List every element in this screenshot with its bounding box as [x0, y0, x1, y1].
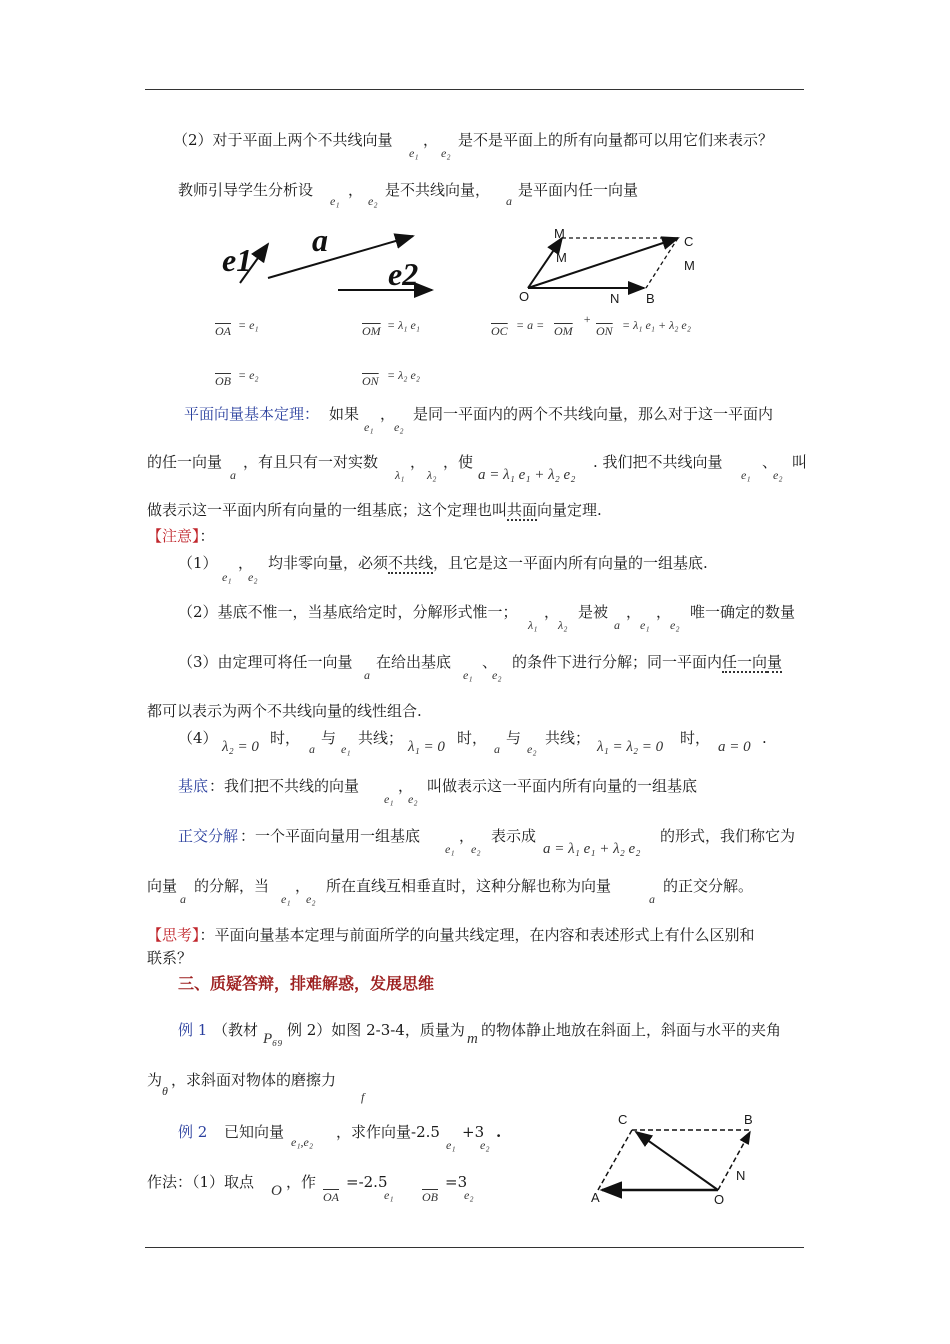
ex2-t2c: =-2.5	[346, 1173, 388, 1191]
note-3a: （3）由定理可将任一向量	[178, 653, 353, 671]
note-1: 均非零向量，必须不共线，且它是这一平面内所有向量的一组基底.	[268, 554, 708, 572]
fig2-m: M	[556, 250, 567, 265]
ortho-t2: 向量	[147, 877, 178, 895]
theta-sym: θ	[162, 1084, 168, 1098]
e1-sym: e₁	[445, 842, 455, 856]
vec-oc-rhs2: = λ₁ e₁ + λ₂ e₂	[622, 318, 691, 332]
f-sym: f	[361, 1090, 365, 1104]
fig2-c: C	[684, 234, 694, 249]
a-sym: a	[230, 468, 236, 482]
e2-sym: e₂	[464, 1188, 474, 1202]
e1-sym: e₁	[384, 1188, 394, 1202]
theorem-t3: 做表示这一平面内所有向量的一组基底；这个定理也叫共面向量定理.	[147, 501, 602, 519]
ortho-t2d: 所在直线互相垂直时，这种分解也称为向量	[326, 877, 612, 895]
comma: ，	[380, 405, 396, 423]
note-2c: 是被	[578, 603, 609, 621]
a-sym: a	[614, 618, 620, 632]
theorem-t1: 如果	[329, 405, 360, 423]
note-4-f3: λ₁ = λ₂ = 0	[597, 739, 664, 755]
fig1-a-label: a	[312, 222, 328, 258]
e1e2-sym: e₁,e₂	[291, 1135, 313, 1149]
note-4i: .	[762, 729, 767, 747]
basis-t1: ：我们把不共线的向量	[209, 777, 360, 795]
e1-sym: e₁	[463, 668, 473, 682]
note-1a: （1）	[178, 554, 218, 572]
basis-title: 基底	[178, 777, 209, 795]
teacher-line: 教师引导学生分析设	[178, 181, 314, 199]
vec-on: $\overline{ON}$	[362, 374, 379, 388]
comma: ，	[423, 131, 439, 149]
note-4c: 与	[321, 729, 337, 747]
vec-om-rhs: = λ₁ e₁	[387, 318, 420, 332]
ex2-t1c: +3	[462, 1123, 485, 1141]
fig2-o: O	[519, 289, 530, 304]
note-4-f2: λ₁ = 0	[408, 739, 445, 755]
fig2-m2: M	[684, 258, 695, 273]
ca-dash	[598, 1130, 632, 1190]
e1-sym: e₁	[364, 420, 374, 434]
comma: ，	[238, 554, 254, 572]
note-3f: 都可以表示为两个不共线向量的线性组合.	[147, 702, 422, 720]
a-sym: a	[494, 742, 500, 756]
e2-sym: e₂	[368, 194, 378, 208]
comma: ，	[626, 603, 642, 621]
ortho-formula: a = λ₁ e₁ + λ₂ e₂	[543, 841, 641, 857]
note-4h: 时，	[680, 729, 711, 747]
p69-sym: P₆₉	[263, 1031, 283, 1047]
vec-ob-2: $\overline{OB}$	[422, 1190, 438, 1204]
o-sym: O	[271, 1183, 282, 1199]
e1-sym: e₁	[222, 570, 232, 584]
ortho-t1c: 表示成	[491, 827, 537, 845]
comma: ，	[348, 181, 364, 199]
e2-sym: e₂	[394, 420, 404, 434]
note-4e: 时，	[457, 729, 488, 747]
fig3-c: C	[618, 1112, 628, 1127]
note-3d: 的条件下进行分解；同一平面内任一向量	[512, 653, 783, 671]
ex1-t2b: ，求斜面对物体的磨擦力	[171, 1071, 337, 1089]
think-line-1: 【思考】：平面向量基本定理与前面所学的向量共线定理，在内容和表述形式上有什么区别和	[147, 926, 755, 944]
note-3b: 在给出基底	[376, 653, 452, 671]
vec-oc-plus: +	[583, 312, 592, 326]
fig3-o: O	[714, 1192, 725, 1207]
note-3c: 、	[482, 653, 498, 671]
fig1-e1-label: e1	[222, 242, 253, 278]
comma: ，	[295, 877, 311, 895]
question-2-rest: 是不是平面上的所有向量都可以用它们来表示？	[458, 131, 774, 149]
think-line-2: 联系？	[147, 949, 193, 967]
e2-sym: e₂	[248, 570, 258, 584]
ortho-title: 正交分解	[178, 827, 239, 845]
note-4b: 时，	[270, 729, 301, 747]
note-4-f4: a = 0	[718, 739, 751, 755]
e1-sym: e₁	[330, 194, 340, 208]
vec-om: $\overline{OM}$	[362, 324, 381, 338]
e2-sym: e₂	[773, 468, 783, 482]
note-4-f1: λ₂ = 0	[222, 739, 259, 755]
footer-rule	[145, 1247, 804, 1248]
e2-sym: e₂	[408, 792, 418, 806]
note-4d: 共线；	[358, 729, 404, 747]
comma: ，	[459, 827, 475, 845]
oc-arrow	[528, 238, 678, 288]
oc-arrow	[636, 1132, 718, 1190]
e2-sym: e₂	[670, 618, 680, 632]
vec-oa-rhs: = e₁	[238, 318, 259, 332]
comma: ，	[410, 453, 426, 471]
vec-oc-om: $\overline{OM}$	[554, 324, 573, 338]
note-2: （2）基底不惟一，当基底给定时，分解形式惟一；	[178, 603, 518, 621]
ortho-t1d: 的形式，我们称它为	[660, 827, 796, 845]
vec-oc: $\overline{OC}$	[491, 324, 508, 338]
ortho-t2e: 的正交分解。	[663, 877, 754, 895]
ex2-t1b: ，求作向量-2.5	[336, 1123, 440, 1141]
fig3-n: N	[736, 1168, 746, 1183]
ex1-t2: 为	[147, 1071, 163, 1089]
a-sym: a	[649, 892, 655, 906]
teacher-line-c: 是平面内任一向量	[518, 181, 639, 199]
vec-oc-on: $\overline{ON}$	[596, 324, 613, 338]
e1-sym: e₁	[384, 792, 394, 806]
comma: ，	[656, 603, 672, 621]
theorem-formula: a = λ₁ e₁ + λ₂ e₂	[478, 467, 576, 483]
fig3-b: B	[744, 1112, 753, 1127]
e1-sym: e₁	[341, 742, 351, 756]
e1-sym: e₁	[741, 468, 751, 482]
note-title: 【注意】：	[147, 527, 215, 545]
note-4f: 与	[506, 729, 522, 747]
teacher-line-b: 是不共线向量，	[385, 181, 491, 199]
a-sym: a	[309, 742, 315, 756]
ex1-t1b: 例 2）如图 2-3-4，质量为	[287, 1021, 465, 1039]
lambda2-sym: λ₂	[427, 468, 437, 482]
e2-sym: e₂	[471, 842, 481, 856]
parallelogram-figure	[520, 228, 700, 298]
ex1-t1: （教材	[213, 1021, 259, 1039]
theorem-t2b: ，有且只有一对实数	[243, 453, 379, 471]
vec-ob: $\overline{OB}$	[215, 374, 231, 388]
ortho-t2b: 的分解，当	[194, 877, 270, 895]
e2-sym: e₂	[441, 146, 451, 160]
ex2-t2b: ，作	[286, 1173, 317, 1191]
theorem-t2f: 、	[762, 453, 778, 471]
note-4a: （4）	[178, 729, 218, 747]
lambda1-sym: λ₁	[395, 468, 405, 482]
vec-oc-rhs1: = a =	[516, 318, 545, 332]
a-sym: a	[364, 668, 370, 682]
vec-oa: $\overline{OA}$	[215, 324, 231, 338]
note-2f: 唯一确定的数量	[690, 603, 796, 621]
ex1-t1c: 的物体静止地放在斜面上，斜面与水平的夹角	[481, 1021, 782, 1039]
ex2-t1d: .	[496, 1123, 502, 1141]
theorem-t2e: . 我们把不共线向量	[593, 453, 723, 471]
e2-sym: e₂	[527, 742, 537, 756]
e2-sym: e₂	[306, 892, 316, 906]
fig1-e2-label: e2	[388, 256, 419, 292]
fig3-a: A	[591, 1190, 600, 1205]
e1-sym: e₁	[446, 1138, 456, 1152]
ex1-label: 例 1	[178, 1021, 208, 1039]
theorem-t2d: ，使	[443, 453, 474, 471]
fig2-b: B	[646, 291, 655, 306]
theorem-title: 平面向量基本定理：	[184, 405, 320, 423]
header-rule	[145, 89, 804, 90]
basis-t1c: 叫做表示这一平面内所有向量的一组基底	[427, 777, 698, 795]
lambda1-sym: λ₁	[528, 618, 538, 632]
fig2-m-top: M	[554, 226, 565, 241]
note-4g: 共线；	[545, 729, 591, 747]
ex2-label: 例 2	[178, 1123, 208, 1141]
vec-oa-2: $\overline{OA}$	[323, 1190, 339, 1204]
vec-on-rhs: = λ₂ e₂	[387, 368, 420, 382]
e1-sym: e₁	[640, 618, 650, 632]
comma: ，	[398, 777, 414, 795]
fig2-n: N	[610, 291, 620, 306]
ex2-t2: 作法：（1）取点	[147, 1173, 255, 1191]
example-2-figure	[588, 1112, 768, 1202]
e2-sym: e₂	[480, 1138, 490, 1152]
ex2-t2d: =3	[445, 1173, 468, 1191]
theorem-t2g: 叫	[792, 453, 808, 471]
a-sym: a	[180, 892, 186, 906]
theorem-t2: 的任一向量	[147, 453, 223, 471]
cb-dash	[646, 238, 678, 288]
section-3-heading: 三、质疑答辩，排难解惑，发展思维	[178, 974, 435, 993]
lambda2-sym: λ₂	[558, 618, 568, 632]
question-2: （2）对于平面上两个不共线向量	[173, 131, 393, 149]
m-sym: m	[467, 1031, 478, 1047]
ortho-t1: ：一个平面向量用一组基底	[240, 827, 421, 845]
ex2-t1: 已知向量	[224, 1123, 285, 1141]
comma: ，	[544, 603, 560, 621]
theorem-t1c: 是同一平面内的两个不共线向量，那么对于这一平面内	[413, 405, 774, 423]
a-sym: a	[506, 194, 512, 208]
vec-ob-rhs: = e₂	[238, 368, 259, 382]
e1-sym: e₁	[409, 146, 419, 160]
e2-sym: e₂	[492, 668, 502, 682]
e1-sym: e₁	[281, 892, 291, 906]
